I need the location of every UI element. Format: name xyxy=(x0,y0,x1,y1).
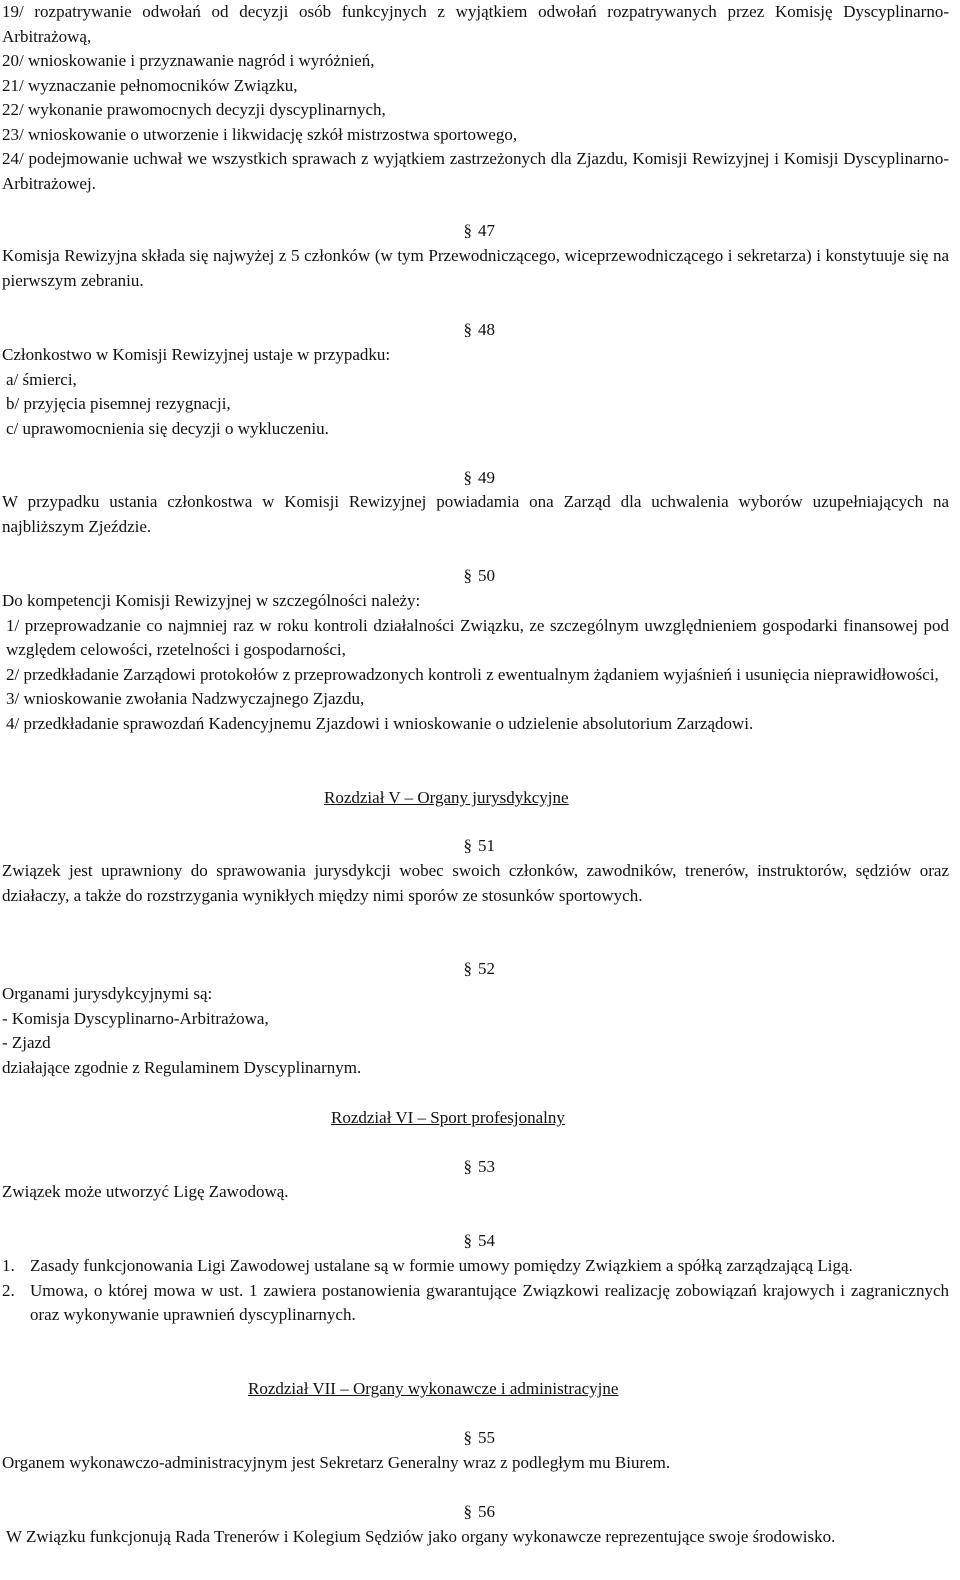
list-item: 4/ przedkładanie sprawozdań Kadencyjnemu Zjazdowi i wnioskowanie o udzielenie absolutorium Zarządowi. xyxy=(6,713,754,733)
section-symbol: § xyxy=(463,1502,472,1521)
section-56-body xyxy=(2,1525,949,1550)
paragraph-lead: Członkostwo w Komisji Rewizyjnej ustaje w przypadku: xyxy=(2,345,391,364)
list-item: 19/ rozpatrywanie odwołań od decyzji osób funkcyjnych z wyjątkiem odwołań rozpatrywanych przez Komisję Dyscyplinarno-Arbitrażową, xyxy=(2,2,949,46)
section-48-body xyxy=(2,343,949,441)
paragraph: Organem wykonawczo-administracyjnym jest Sekretarz Generalny wraz z podległym mu Biurem. xyxy=(2,1453,671,1472)
paragraph-lead: Organami jurysdykcyjnymi są: xyxy=(2,984,213,1003)
list-item: 3/ wnioskowanie zwołania Nadzwyczajnego Zjazdu, xyxy=(6,689,365,708)
chapter-heading-6: Rozdział VI – Sport profesjonalny xyxy=(331,1108,565,1127)
section-heading-49: § 49 xyxy=(456,466,495,491)
section-51-body xyxy=(2,859,949,908)
section-heading-50: § 50 xyxy=(456,564,495,589)
paragraph: Związek może utworzyć Ligę Zawodową. xyxy=(2,1182,289,1201)
section-heading-48: § 48 xyxy=(456,318,495,343)
section-symbol: § xyxy=(463,1428,472,1447)
list-item: działające zgodnie z Regulaminem Dyscyplinarnym. xyxy=(2,1057,362,1077)
section-symbol: § xyxy=(463,468,472,487)
section-symbol: § xyxy=(463,221,472,240)
list-item: 22/ wykonanie prawomocnych decyzji dyscyplinarnych, xyxy=(2,100,386,119)
item-number: 1. xyxy=(2,1256,15,1275)
list-item: 23/ wnioskowanie o utworzenie i likwidację szkół mistrzostwa sportowego, xyxy=(2,124,518,144)
section-heading-52: § 52 xyxy=(456,957,495,982)
list-item: 1/ przeprowadzanie co najmniej raz w roku kontroli działalności Związku, ze szczególnym uwzględnieniem gospodarki finansowej pod względem celowości, rzetelności i gospodarności, xyxy=(6,615,949,659)
section-54-body xyxy=(2,1254,949,1328)
section-heading-53: § 53 xyxy=(456,1155,495,1180)
section-53-body xyxy=(2,1180,949,1205)
list-item: - Zjazd xyxy=(2,1033,51,1052)
list-item: 20/ wnioskowanie i przyznawanie nagród i wyróżnień, xyxy=(2,51,375,70)
chapter-heading-5: Rozdział V – Organy jurysdykcyjne xyxy=(324,788,569,807)
paragraph-lead: Do kompetencji Komisji Rewizyjnej w szczególności należy: xyxy=(2,591,421,610)
list-item: a/ śmierci, xyxy=(6,369,77,389)
list-item xyxy=(2,1279,949,1328)
list-item: - Komisja Dyscyplinarno-Arbitrażowa, xyxy=(2,1008,269,1028)
list-item: 24/ podejmowanie uchwał we wszystkich sprawach z wyjątkiem zastrzeżonych dla Zjazdu, Komisji Rewizyjnej i Komisji Dyscyplinarno-Arbitrażowej. xyxy=(2,149,949,193)
paragraph: W Związku funkcjonują Rada Trenerów i Kolegium Sędziów jako organy wykonawcze reprezentujące swoje środowisko. xyxy=(6,1527,836,1546)
section-heading-51: § 51 xyxy=(456,834,495,859)
section-heading-56: § 56 xyxy=(456,1500,495,1525)
section-55-body xyxy=(2,1451,949,1476)
list-item xyxy=(2,1254,949,1279)
list-item: c/ uprawomocnienia się decyzji o wykluczeniu. xyxy=(6,418,329,438)
section-symbol: § xyxy=(463,959,472,978)
item-number: 2. xyxy=(2,1280,15,1300)
section-heading-54: § 54 xyxy=(456,1229,495,1254)
item-text: Umowa, o której mowa w ust. 1 zawiera postanowienia gwarantujące Związkowi realizację zobowiązań krajowych i zagranicznych oraz wykonywanie uprawnień dyscyplinarnych. xyxy=(30,1280,949,1324)
section-symbol: § xyxy=(463,836,472,855)
item-text: Zasady funkcjonowania Ligi Zawodowej ustalane są w formie umowy pomiędzy Związkiem a spółką zarządzającą Ligą. xyxy=(30,1256,853,1275)
section-47-body xyxy=(2,244,949,293)
section-heading-55: § 55 xyxy=(456,1426,495,1451)
section-heading-47: § 47 xyxy=(456,219,495,244)
section-symbol: § xyxy=(463,320,472,339)
section-symbol: § xyxy=(463,1157,472,1176)
paragraph: W przypadku ustania członkostwa w Komisji Rewizyjnej powiadamia ona Zarząd dla uchwalenia wyborów uzupełniających na najbliższym Zjeździe. xyxy=(2,492,949,536)
section-symbol: § xyxy=(463,1231,472,1250)
section-symbol: § xyxy=(463,566,472,585)
paragraph: Komisja Rewizyjna składa się najwyżej z 5 członków (w tym Przewodniczącego, wiceprzewodniczącego i sekretarza) i konstytuuje się na pierwszym zebraniu. xyxy=(2,246,949,290)
list-item: 2/ przedkładanie Zarządowi protokołów z przeprowadzonych kontroli z ewentualnym żądaniem wyjaśnień i usunięcia nieprawidłowości, xyxy=(6,664,939,684)
chapter-heading-7: Rozdział VII – Organy wykonawcze i administracyjne xyxy=(248,1379,619,1398)
list-item: 21/ wyznaczanie pełnomocników Związku, xyxy=(2,75,298,95)
section-49-body xyxy=(2,490,949,539)
paragraph: Związek jest uprawniony do sprawowania jurysdykcji wobec swoich członków, zawodników, trenerów, instruktorów, sędziów oraz działaczy, a także do rozstrzygania wynikłych między nimi sporów ze stosunków sportowych. xyxy=(2,861,949,905)
list-item: b/ przyjęcia pisemnej rezygnacji, xyxy=(6,394,231,413)
intro-list xyxy=(2,0,949,196)
section-52-body xyxy=(2,982,949,1080)
section-50-body xyxy=(2,589,949,736)
